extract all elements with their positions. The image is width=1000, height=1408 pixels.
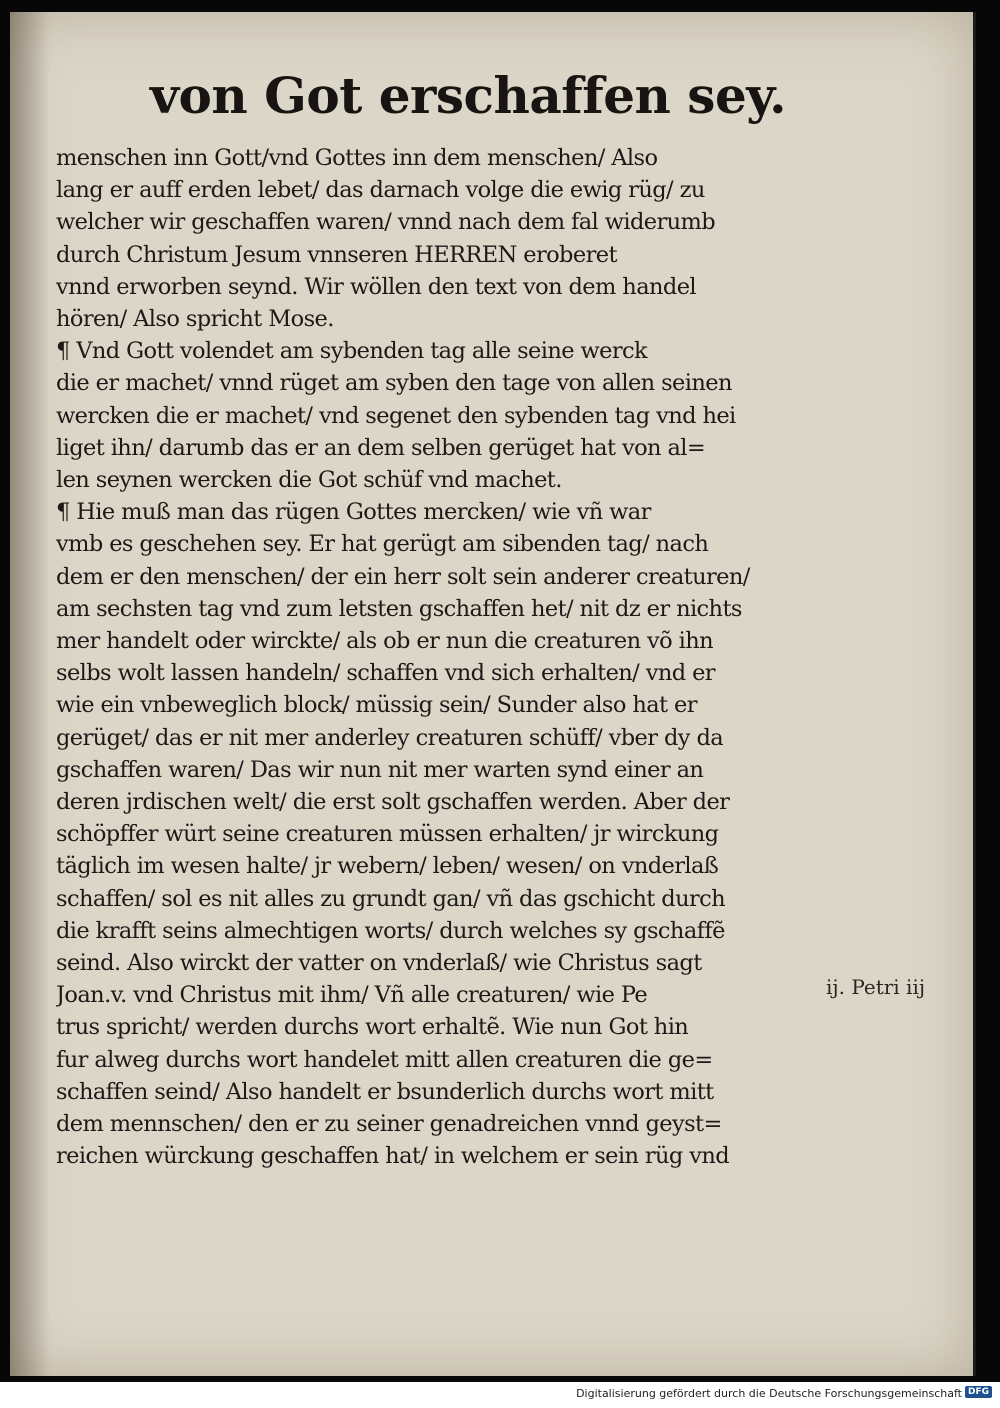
text-line: gschaffen waren/ Das wir nun nit mer warten synd einer an [56,756,704,783]
body-text [56,142,806,1173]
text-line: schaffen seind/ Also handelt er bsunderlich durchs wort mitt [56,1078,714,1105]
text-line: reichen würckung geschaffen hat/ in welchem er sein rüg vnd [56,1143,730,1170]
text-line: dem er den menschen/ der ein herr solt sein anderer creaturen/ [56,563,750,590]
dfg-logo: DFG [965,1386,992,1398]
text-line: liget ihn/ darumb das er an dem selben gerüget hat von al= [56,434,706,461]
text-line: am sechsten tag vnd zum letsten gschaffen het/ nit dz er nichts [56,595,742,622]
running-title: von Got erschaffen sey. [150,66,786,125]
text-line: die er machet/ vnnd rüget am syben den tage von allen seinen [56,370,732,397]
text-line: trus spricht/ werden durchs wort erhaltẽ. Wie nun Got hin [56,1014,689,1041]
digitization-credit: Digitalisierung gefördert durch die Deutsche Forschungsgemeinschaft [576,1387,962,1400]
text-line: fur alweg durchs wort handelet mitt allen creaturen die ge= [56,1046,713,1073]
text-line: deren jrdischen welt/ die erst solt gschaffen werden. Aber der [56,789,730,816]
text-line: wie ein vnbeweglich block/ müssig sein/ Sunder also hat er [56,692,697,719]
text-line: schaffen/ sol es nit alles zu grundt gan/ vñ das gschicht durch [56,885,726,912]
text-line: dem mennschen/ den er zu seiner genadreichen vnnd geyst= [56,1111,722,1138]
text-line: selbs wolt lassen handeln/ schaffen vnd sich erhalten/ vnd er [56,660,715,687]
text-line: Joan.v. vnd Christus mit ihm/ Vñ alle creaturen/ wie Pe [56,982,648,1009]
text-line: ¶ Vnd Gott volendet am sybenden tag alle seine werck [56,338,648,365]
text-line: len seynen wercken die Got schüf vnd machet. [56,467,562,494]
text-line: schöpffer würt seine creaturen müssen erhalten/ jr wirckung [56,821,719,848]
text-line: ¶ Hie muß man das rügen Gottes mercken/ wie vñ war [56,499,651,526]
text-line: mer handelt oder wirckte/ als ob er nun die creaturen võ ihn [56,628,714,655]
text-line: lang er auff erden lebet/ das darnach volge die ewig rüg/ zu [56,177,705,204]
text-line: hören/ Also spricht Mose. [56,306,334,333]
gutter-shadow [10,12,50,1376]
text-line: welcher wir geschaffen waren/ vnnd nach dem fal widerumb [56,209,716,236]
margin-note: ij. Petri iij [826,975,926,999]
text-line: täglich im wesen halte/ jr webern/ leben/ wesen/ on vnderlaß [56,853,719,880]
text-line: wercken die er machet/ vnd segenet den sybenden tag vnd hei [56,402,736,429]
text-line: menschen inn Gott/vnd Gottes inn dem menschen/ Also [56,145,658,171]
text-line: durch Christum Jesum vnnseren HERREN eroberet [56,241,617,268]
text-line: gerüget/ das er nit mer anderley creaturen schüff/ vber dy da [56,724,724,751]
text-line: die krafft seins almechtigen worts/ durch welches sy gschaffẽ [56,917,725,944]
text-line: vmb es geschehen sey. Er hat gerügt am sibenden tag/ nach [56,531,709,558]
text-line: seind. Also wirckt der vatter on vnderlaß/ wie Christus sagt [56,950,702,977]
text-line: vnnd erworben seynd. Wir wöllen den text von dem handel [56,273,697,300]
